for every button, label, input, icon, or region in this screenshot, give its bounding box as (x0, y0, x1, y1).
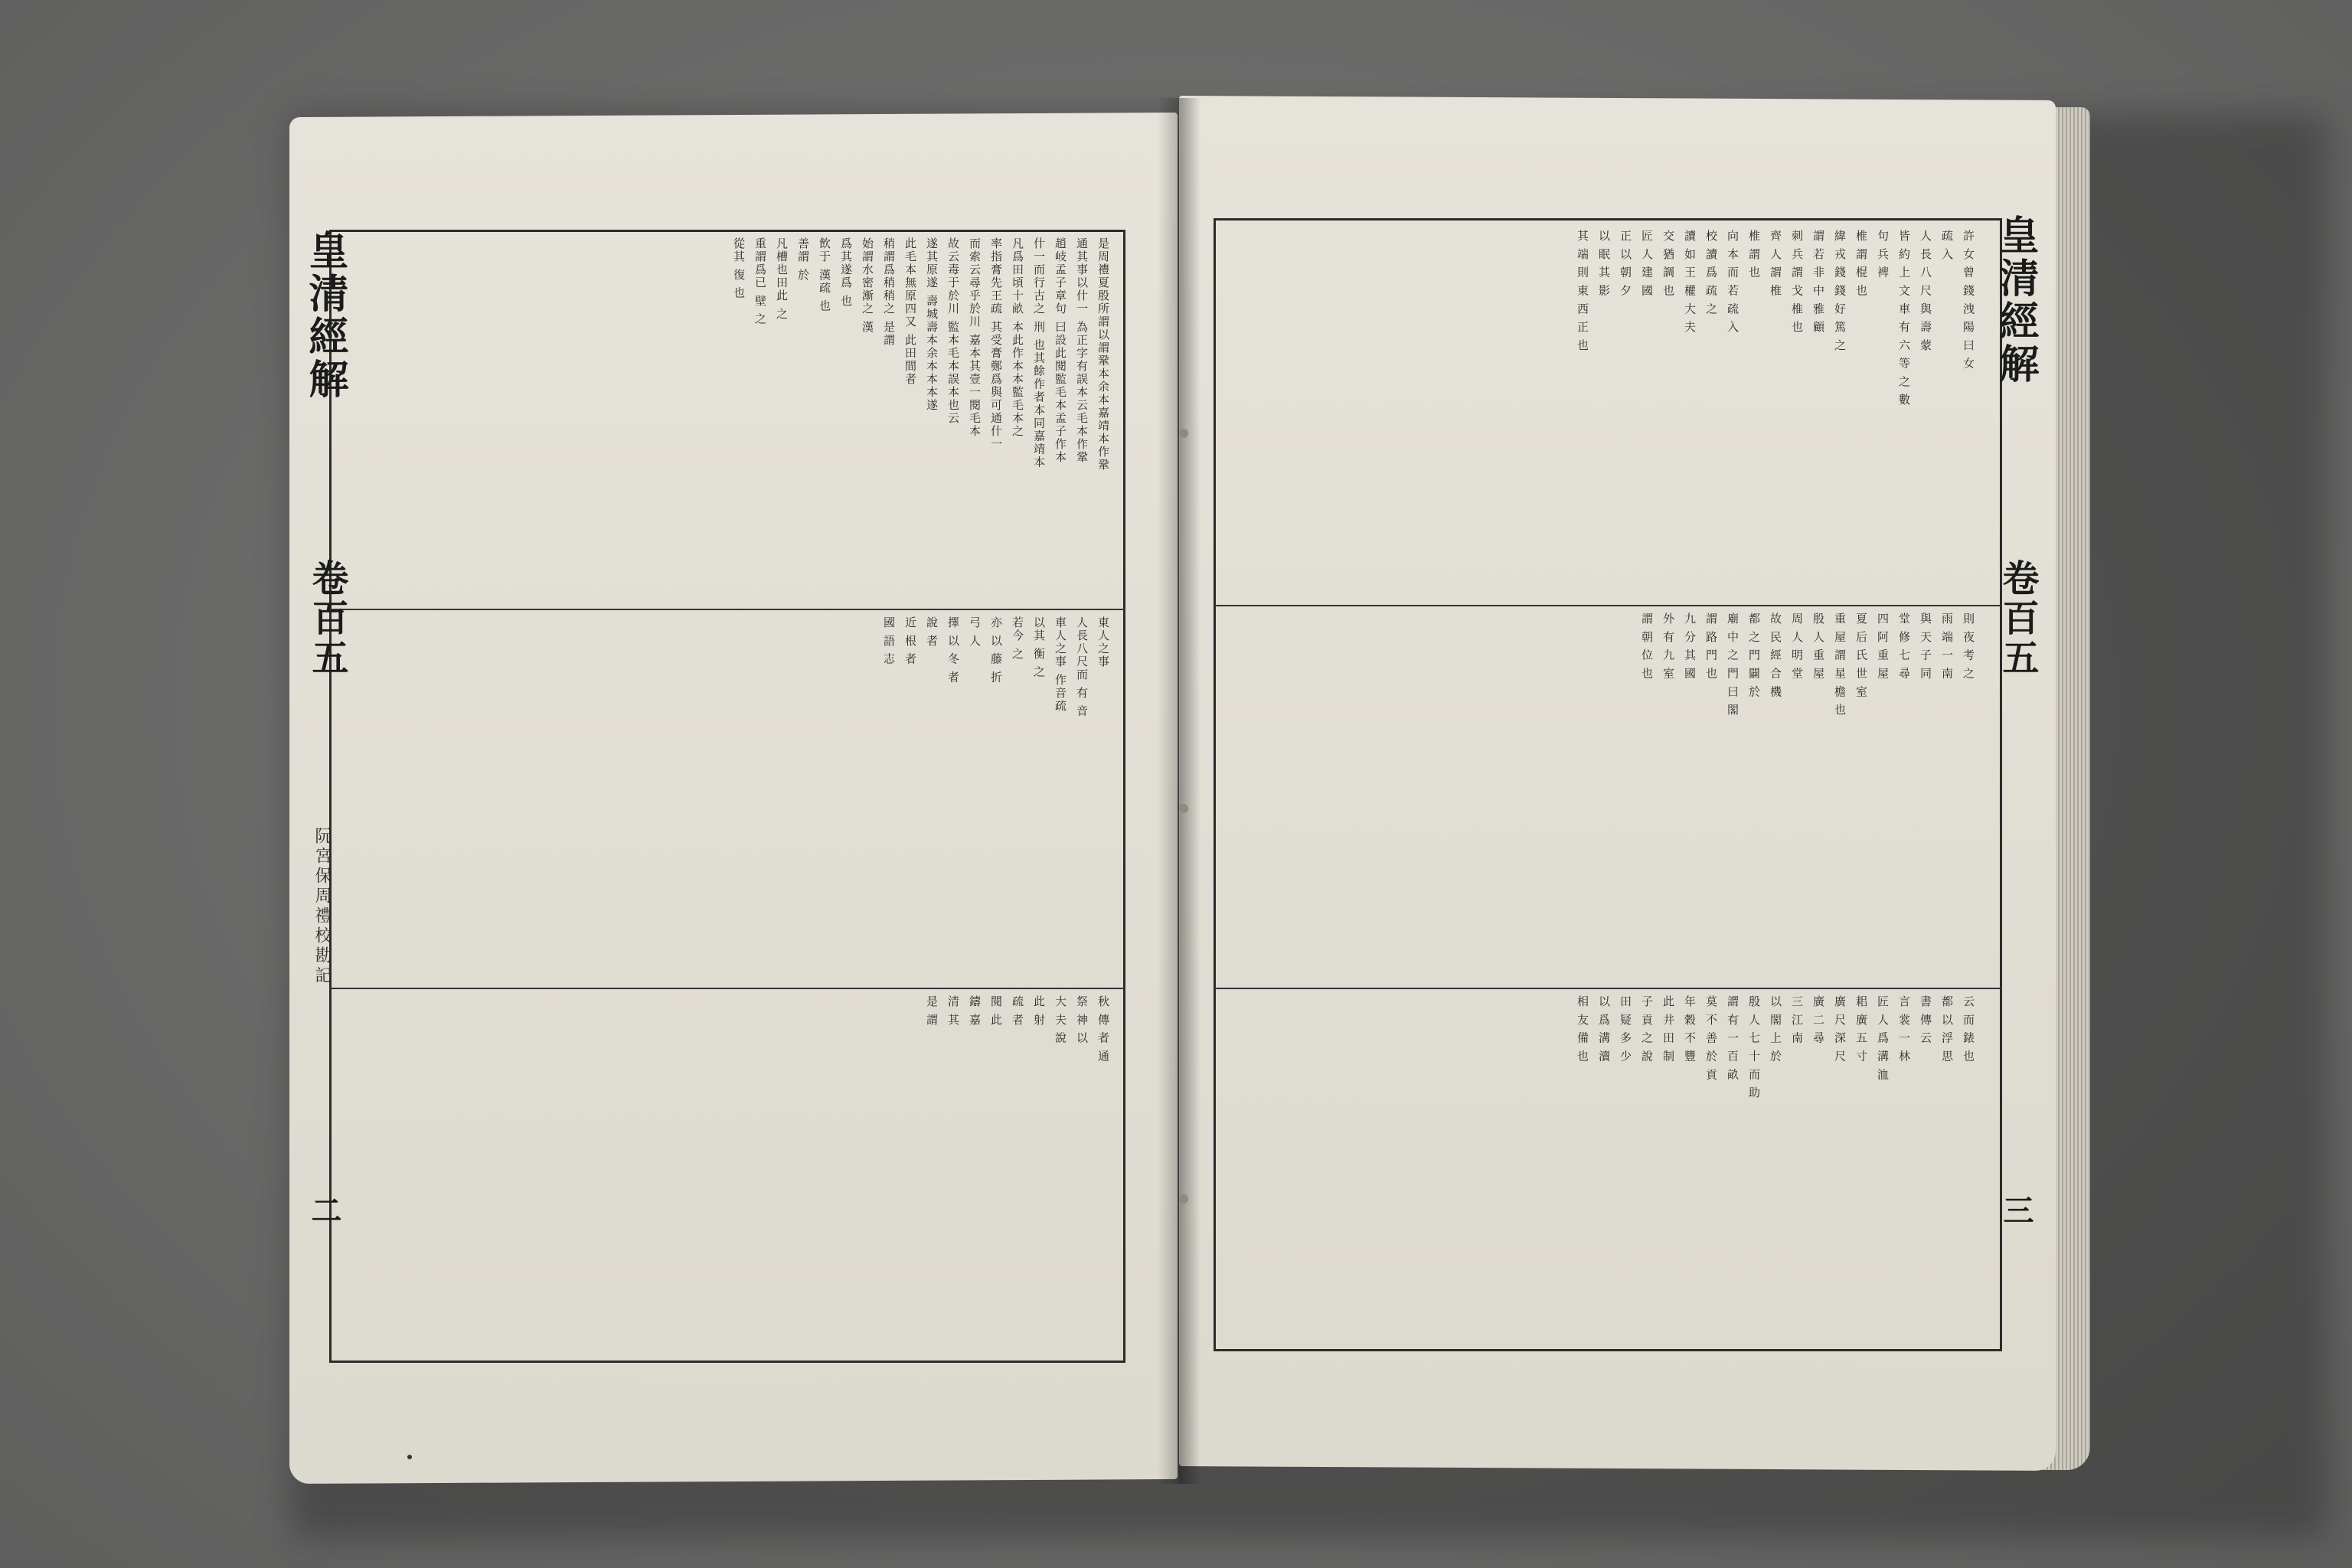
text-column: 大 夫 說 (1054, 995, 1067, 1045)
text-column: 秋 傳 者 通 (1096, 995, 1110, 1063)
left-mid-text (360, 616, 1110, 976)
text-column: 此毛本無原四又 此田間者 (903, 237, 917, 386)
left-band-divider (329, 609, 1125, 610)
right-band-divider (1214, 988, 2002, 989)
text-column: 田 疑 多 少 (1619, 995, 1632, 1063)
text-column: 車人之事 作音疏 (1054, 616, 1067, 713)
text-column: 言 裳 一 林 (1897, 995, 1911, 1063)
right-folio: 三 (1998, 1194, 2034, 1225)
text-column: 清 其 (946, 995, 960, 1027)
text-column: 重 屋 謂 星 檐 也 (1833, 612, 1847, 717)
text-column: 緯 戎 錢 錢 好 篤 之 (1833, 230, 1847, 352)
text-column: 正 以 朝 夕 (1619, 230, 1632, 298)
text-column: 皆 約 上 文 車 有 六 等 之 數 (1897, 230, 1911, 407)
text-column: 廣 二 尋 (1811, 995, 1825, 1045)
text-column: 疏 者 (1011, 995, 1024, 1027)
text-column: 亦 以 藤 折 (989, 616, 1003, 684)
text-column: 人 長 八 尺 與 壽 蒙 (1919, 230, 1932, 352)
text-column: 殷 人 重 屋 (1811, 612, 1825, 681)
text-column: 爲其遂爲 也 (839, 237, 853, 308)
text-column: 重謂爲已 壁 之 (753, 237, 767, 326)
text-column: 許 女 曾 錢 洩 陽 曰 女 (1962, 230, 1975, 371)
text-column: 善謂 於 (796, 237, 810, 282)
text-column: 句 兵 裨 (1876, 230, 1890, 279)
text-column: 國 語 志 (882, 616, 896, 666)
text-column: 是 謂 (925, 995, 939, 1027)
text-column: 耜 廣 五 寸 (1854, 995, 1868, 1063)
text-column: 近 根 者 (903, 616, 917, 666)
text-column: 趙岐孟子章句 曰設此閱監毛本孟子作本 (1054, 237, 1067, 464)
text-column: 此 射 (1032, 995, 1046, 1027)
text-column: 年 穀 不 豐 (1683, 995, 1697, 1063)
text-column: 匠 人 爲 溝 洫 (1876, 995, 1890, 1082)
text-column: 故云毒于於川 監本毛本誤本也云 (946, 237, 960, 425)
binding-hole (1179, 1194, 1188, 1204)
text-column: 校 讀 爲 疏 之 (1704, 230, 1718, 316)
ink-mark (407, 1455, 412, 1459)
binding-hole (1179, 429, 1188, 438)
text-column: 四 阿 重 屋 (1876, 612, 1890, 681)
text-column: 齊 人 謂 椎 (1769, 230, 1782, 298)
text-column: 廣 尺 深 尺 (1833, 995, 1847, 1063)
text-column: 擇 以 冬 者 (946, 616, 960, 684)
text-column: 雨 端 一 南 (1940, 612, 1954, 681)
text-column: 書 傳 云 (1919, 995, 1932, 1045)
right-header-title: 皇清經解 (1992, 214, 2039, 386)
text-column: 而索云尋乎於川 嘉本其壹一閱毛本 (968, 237, 982, 438)
text-column: 始謂水密漸之 漢 (861, 237, 874, 334)
text-column: 其 端 則 東 西 正 也 (1576, 230, 1589, 352)
left-header-volume: 卷百五 (305, 559, 348, 678)
text-column: 率指膏先王疏 其受膏鄭爲與可通什一 (989, 237, 1003, 451)
text-column: 都 之 門 闢 於 (1747, 612, 1761, 699)
text-column: 凡槽也田此 之 (775, 237, 789, 321)
text-column: 向 本 而 若 疏 入 (1726, 230, 1740, 334)
left-header-title: 皇清經解 (302, 230, 348, 401)
text-column: 以 眠 其 影 (1597, 230, 1611, 298)
right-band-divider (1214, 605, 2002, 606)
right-bottom-text (1225, 995, 1975, 1348)
text-column: 廟 中 之 門 曰 閣 (1726, 612, 1740, 717)
text-column: 祭 神 以 (1075, 995, 1089, 1045)
left-bottom-text (360, 995, 1110, 1355)
left-folio: 二 (306, 1194, 342, 1225)
left-band-divider (329, 988, 1125, 989)
text-column: 東人之事 (1096, 616, 1110, 668)
text-column: 稍謂爲稍稍之 是謂 (882, 237, 896, 347)
right-header-volume: 卷百五 (1996, 559, 2039, 678)
text-column: 匠 人 建 國 (1640, 230, 1654, 298)
binding-hole (1179, 804, 1188, 813)
text-column: 鑄 嘉 (968, 995, 982, 1027)
text-column: 夏 后 氏 世 室 (1854, 612, 1868, 699)
text-column: 謂 有 一 百 畝 (1726, 995, 1740, 1082)
text-column: 云 而 錶 也 (1962, 995, 1975, 1063)
text-column: 三 江 南 (1790, 995, 1804, 1045)
text-column: 從其 復 也 (732, 237, 746, 300)
text-column: 凡爲田頃十畝 本此作本本監毛本之 (1011, 237, 1024, 438)
text-column: 椎 謂 棍 也 (1854, 230, 1868, 298)
text-column: 謂 路 門 也 (1704, 612, 1718, 681)
text-column: 是周禮夏殷所謂以謂鞏本余本嘉靖本作鞏 (1096, 237, 1110, 472)
text-column: 莫 不 善 於 貢 (1704, 995, 1718, 1082)
text-column: 疏 入 (1940, 230, 1954, 261)
text-column: 則 夜 考 之 (1962, 612, 1975, 681)
right-top-text (1225, 230, 1975, 593)
left-top-text (360, 237, 1110, 597)
left-side-note: 阮宮保周禮校勘記 (312, 827, 332, 986)
text-column: 相 友 備 也 (1576, 995, 1589, 1063)
text-column: 遂其原遂 壽城壽本余本本本遂 (925, 237, 939, 412)
text-column: 周 人 明 堂 (1790, 612, 1804, 681)
text-column: 人長八尺而 有 音 (1075, 616, 1089, 718)
book-gutter (1158, 98, 1200, 1484)
text-column: 都 以 浮 思 (1940, 995, 1954, 1063)
text-column: 堂 修 七 尋 (1897, 612, 1911, 681)
text-column: 此 井 田 制 (1661, 995, 1675, 1063)
text-column: 弓 人 (968, 616, 982, 648)
text-column: 若今 之 (1011, 616, 1024, 661)
text-column: 以 閣 上 於 (1769, 995, 1782, 1063)
text-column: 閱 此 (989, 995, 1003, 1027)
text-column: 謂 朝 位 也 (1640, 612, 1654, 681)
text-column: 子 貢 之 說 (1640, 995, 1654, 1063)
text-column: 什一而行古之 刑 也其餘作者本同嘉靖本 (1032, 237, 1046, 469)
right-mid-text (1225, 612, 1975, 976)
text-column: 椎 謂 也 (1747, 230, 1761, 279)
text-column: 通其事以什一 為正字有誤本云毛本作鞏 (1075, 237, 1089, 464)
text-column: 以 爲 溝 瀆 (1597, 995, 1611, 1063)
text-column: 與 天 子 同 (1919, 612, 1932, 681)
text-column: 讀 如 王 權 大 夫 (1683, 230, 1697, 334)
text-column: 九 分 其 國 (1683, 612, 1697, 681)
text-column: 殷 人 七 十 而 助 (1747, 995, 1761, 1099)
text-column: 交 猶 調 也 (1661, 230, 1675, 298)
text-column: 說 者 (925, 616, 939, 648)
text-column: 外 有 九 室 (1661, 612, 1675, 681)
text-column: 謂 若 非 中 雅 顧 (1811, 230, 1825, 334)
text-column: 故 民 經 合 機 (1769, 612, 1782, 699)
text-column: 刺 兵 謂 戈 椎 也 (1790, 230, 1804, 334)
text-column: 以其 衡 之 (1032, 616, 1046, 679)
text-column: 飲于 漢疏 也 (818, 237, 831, 313)
